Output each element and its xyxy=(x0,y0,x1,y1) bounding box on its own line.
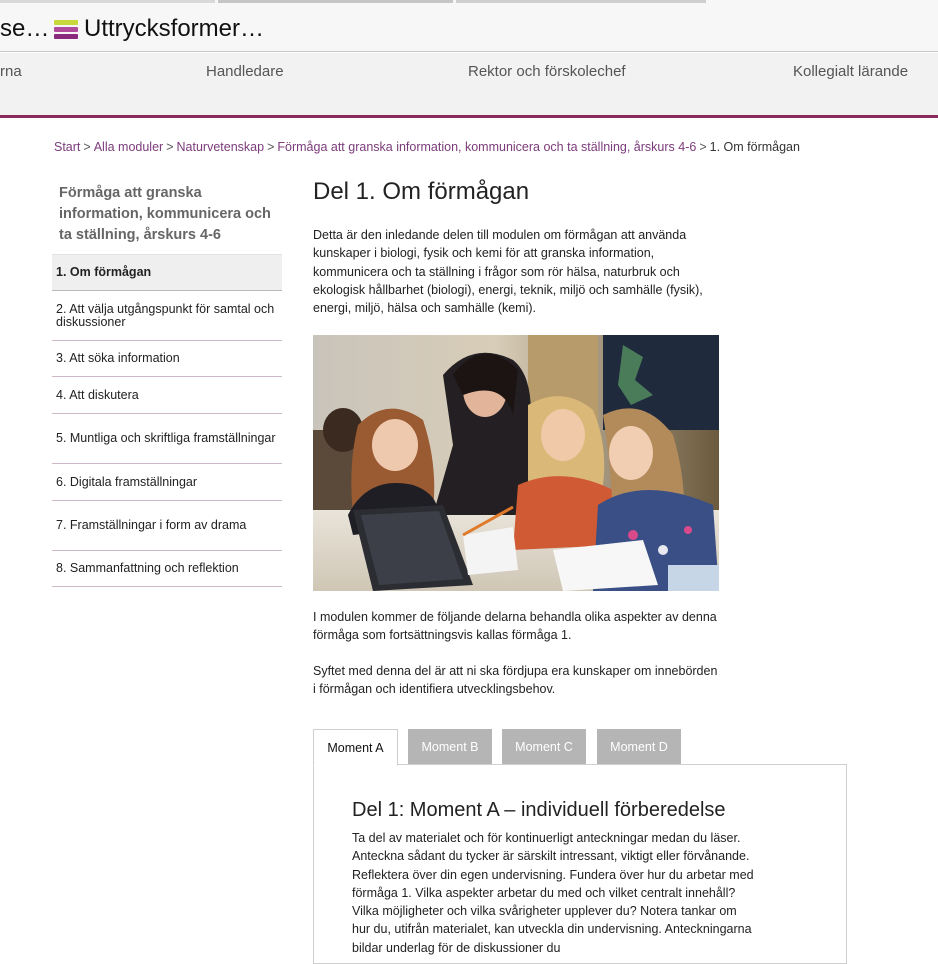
sidebar-item-label: 2. Att välja utgångspunkt för samtal och diskussioner xyxy=(56,301,275,329)
paragraph-modules: I modulen kommer de följande delarna behandla olika aspekter av denna förmåga som fortsättningsvis kallas förmåga 1. xyxy=(313,610,717,643)
nav-item-rektor[interactable]: Rektor och förskolechef xyxy=(468,63,626,80)
browser-tab-title: Uttrycksformer… xyxy=(84,15,264,42)
breadcrumb-separator: > xyxy=(267,140,275,154)
sidebar-item-2[interactable] xyxy=(52,291,282,341)
sidebar-item-label: 3. Att söka information xyxy=(56,351,180,365)
breadcrumb-alla-moduler[interactable]: Alla moduler xyxy=(93,140,164,154)
panel-heading: Del 1: Moment A – individuell förberedelse xyxy=(352,799,726,821)
tab-moment-c[interactable]: Moment C xyxy=(502,729,586,764)
breadcrumb-module[interactable]: Förmåga att granska information, kommunicera och ta ställning, årskurs 4-6 xyxy=(277,140,697,154)
breadcrumb-start[interactable]: Start xyxy=(54,140,81,154)
main-content xyxy=(313,176,853,317)
sidebar-item-label: 4. Att diskutera xyxy=(56,387,139,402)
intro-paragraph: Detta är den inledande delen till modulen om förmågan att använda kunskaper i biologi, fysik och kemi för att granska information, kommunicera och ta ställning i frågor som rör hälsa, naturbruk och ekologisk hållbarhet (biologi), energi, teknik, miljö och samhälle (fysik), energi, miljö, hälsa och samhälle (kemi). xyxy=(313,228,703,316)
page-title: Del 1. Om förmågan xyxy=(313,178,530,205)
sidebar-item-7[interactable] xyxy=(52,501,282,551)
sidebar-item-1[interactable] xyxy=(52,254,282,291)
nav-divider xyxy=(0,115,938,118)
tab-top-line xyxy=(218,0,453,3)
classroom-photo xyxy=(313,335,719,591)
sidebar-item-label: 5. Muntliga och skriftliga framställningar xyxy=(56,431,276,445)
sidebar-item-5[interactable] xyxy=(52,414,282,464)
tab-moment-b[interactable]: Moment B xyxy=(408,729,492,764)
tab-moment-d[interactable]: Moment D xyxy=(597,729,681,764)
browser-tab-previous[interactable]: se… xyxy=(0,15,50,42)
sidebar-item-label: 6. Digitala framställningar xyxy=(56,474,198,489)
breadcrumb-separator: > xyxy=(83,140,91,154)
sidebar-list xyxy=(52,254,282,587)
browser-tab-strip xyxy=(0,0,938,52)
nav-item-handledare[interactable]: Handledare xyxy=(206,63,284,80)
sidebar-title: Förmåga att granska information, kommunicera och ta ställning, årskurs 4-6 xyxy=(59,185,271,243)
breadcrumb xyxy=(54,140,800,154)
sidebar-item-4[interactable] xyxy=(52,377,282,414)
breadcrumb-separator: > xyxy=(699,140,707,154)
tab-top-line xyxy=(0,0,215,3)
sidebar-item-label: 1. Om förmågan xyxy=(56,265,152,279)
sidebar-item-6[interactable] xyxy=(52,464,282,501)
breadcrumb-separator: > xyxy=(166,140,174,154)
tab-moment-a[interactable]: Moment A xyxy=(313,729,398,766)
panel-text: Ta del av materialet och för kontinuerligt anteckningar medan du läser. Anteckna sådant du tycker är särskilt intressant, viktigt eller förvånande. Reflektera över din egen undervisning. Fundera över hur du arbetar med förmåga 1. Vilka aspekter arbetar du med och vilket centralt innehåll? Vilka möjligheter och vilka svårigheter upplever du? Notera tankar om hur du, utifrån materialet, kan utveckla din undervisning. Anteckningarna bildar underlag för de diskussioner du xyxy=(352,831,754,955)
breadcrumb-naturvetenskap[interactable]: Naturvetenskap xyxy=(176,140,265,154)
module-sidebar xyxy=(52,183,282,587)
tab-top-line xyxy=(456,0,706,3)
sidebar-item-label: 7. Framställningar i form av drama xyxy=(56,518,247,532)
skolverket-logo-icon xyxy=(54,20,78,38)
main-content-lower xyxy=(313,608,853,698)
site-nav xyxy=(0,53,938,115)
breadcrumb-current: 1. Om förmågan xyxy=(709,140,800,154)
sidebar-item-3[interactable] xyxy=(52,341,282,377)
nav-item-kollegialt-larande[interactable]: Kollegialt lärande xyxy=(793,63,909,80)
nav-item-partial[interactable]: rna xyxy=(0,63,22,80)
sidebar-item-8[interactable] xyxy=(52,551,282,587)
tab-panel-moment-a xyxy=(313,764,847,964)
sidebar-item-label: 8. Sammanfattning och reflektion xyxy=(56,561,239,575)
paragraph-purpose: Syftet med denna del är att ni ska fördjupa era kunskaper om innebörden i förmågan och identifiera utvecklingsbehov. xyxy=(313,663,718,696)
